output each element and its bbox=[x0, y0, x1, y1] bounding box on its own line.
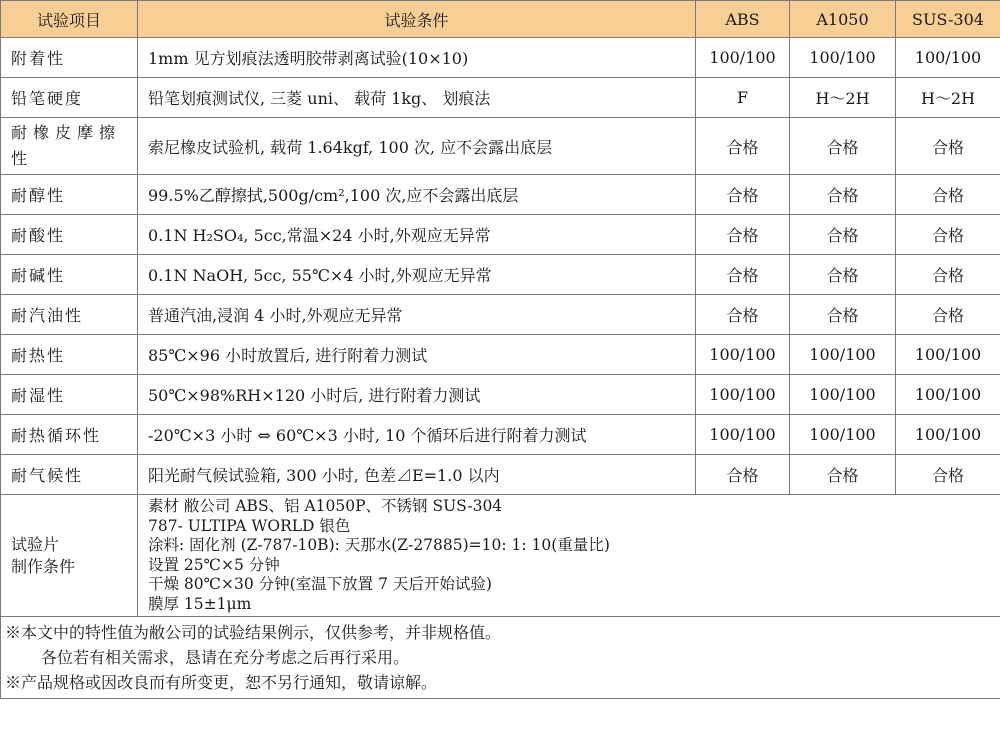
row-a1050-result: 100/100 bbox=[790, 415, 896, 455]
row-a1050-result: 合格 bbox=[790, 295, 896, 335]
row-a1050-result: 100/100 bbox=[790, 38, 896, 78]
row-a1050-result: 合格 bbox=[790, 255, 896, 295]
row-a1050-result: 合格 bbox=[790, 118, 896, 175]
table-row bbox=[1, 215, 1000, 255]
header-row bbox=[1, 1, 1000, 38]
row-sus-result: 合格 bbox=[896, 455, 1000, 495]
row-abs-result: 合格 bbox=[696, 175, 790, 215]
row-condition: 1mm 见方划痕法透明胶带剥离试验(10×10) bbox=[138, 38, 696, 78]
preparation-label-line: 试验片 bbox=[11, 534, 60, 554]
row-a1050-result: 合格 bbox=[790, 175, 896, 215]
row-sus-result: 合格 bbox=[896, 255, 1000, 295]
notes bbox=[1, 617, 1000, 699]
row-item: 耐橡皮摩擦性 bbox=[1, 118, 138, 175]
row-item: 耐醇性 bbox=[1, 175, 138, 215]
table-row bbox=[1, 455, 1000, 495]
row-abs-result: 合格 bbox=[696, 295, 790, 335]
table-row bbox=[1, 375, 1000, 415]
row-condition: 普通汽油,浸润 4 小时,外观应无异常 bbox=[138, 295, 696, 335]
table-row bbox=[1, 415, 1000, 455]
row-condition: 50℃×98%RH×120 小时后, 进行附着力测试 bbox=[138, 375, 696, 415]
row-item: 耐热性 bbox=[1, 335, 138, 375]
table-row bbox=[1, 118, 1000, 175]
header-a1050: A1050 bbox=[790, 1, 896, 38]
header-test-condition: 试验条件 bbox=[138, 1, 696, 38]
preparation-line: 设置 25℃×5 分钟 bbox=[148, 555, 280, 574]
row-condition: 0.1N H₂SO₄, 5cc,常温×24 小时,外观应无异常 bbox=[138, 215, 696, 255]
row-a1050-result: 100/100 bbox=[790, 335, 896, 375]
notes-row bbox=[1, 617, 1000, 699]
table-row bbox=[1, 78, 1000, 118]
row-sus-result: H～2H bbox=[896, 78, 1000, 118]
row-a1050-result: 100/100 bbox=[790, 375, 896, 415]
row-condition: 阳光耐气候试验箱, 300 小时, 色差⊿E=1.0 以内 bbox=[138, 455, 696, 495]
header-test-item: 试验项目 bbox=[1, 1, 138, 38]
preparation-line: 干燥 80℃×30 分钟(室温下放置 7 天后开始试验) bbox=[148, 575, 492, 593]
row-item: 附着性 bbox=[1, 38, 138, 78]
row-condition: 85℃×96 小时放置后, 进行附着力测试 bbox=[138, 335, 696, 375]
row-condition: 0.1N NaOH, 5cc, 55℃×4 小时,外观应无异常 bbox=[138, 255, 696, 295]
table-row bbox=[1, 175, 1000, 215]
row-abs-result: 合格 bbox=[696, 255, 790, 295]
row-sus-result: 100/100 bbox=[896, 335, 1000, 375]
row-condition: 铅笔划痕测试仪, 三菱 uni、 载荷 1kg、 划痕法 bbox=[138, 78, 696, 118]
row-item: 耐碱性 bbox=[1, 255, 138, 295]
table-row bbox=[1, 38, 1000, 78]
row-abs-result: 合格 bbox=[696, 118, 790, 175]
row-a1050-result: 合格 bbox=[790, 215, 896, 255]
note-line: ※产品规格或因改良而有所变更，恕不另行通知，敬请谅解。 bbox=[5, 673, 438, 692]
row-item: 耐酸性 bbox=[1, 215, 138, 255]
row-abs-result: 100/100 bbox=[696, 415, 790, 455]
row-abs-result: F bbox=[696, 78, 790, 118]
preparation-line: 素材 敝公司 ABS、铝 A1050P、不锈钢 SUS-304 bbox=[148, 497, 503, 515]
preparation-details bbox=[138, 495, 1000, 617]
row-condition: -20℃×3 小时 ⇔ 60℃×3 小时, 10 个循环后进行附着力测试 bbox=[138, 415, 696, 455]
row-sus-result: 100/100 bbox=[896, 38, 1000, 78]
row-condition: 99.5%乙醇擦拭,500g/cm²,100 次,应不会露出底层 bbox=[138, 175, 696, 215]
row-abs-result: 100/100 bbox=[696, 335, 790, 375]
preparation-line: 涂料: 固化剂 (Z-787-10B): 天那水(Z-27885)=10: 1: 10(重量比) bbox=[148, 536, 610, 554]
row-item: 铅笔硬度 bbox=[1, 78, 138, 118]
row-abs-result: 100/100 bbox=[696, 38, 790, 78]
row-sus-result: 合格 bbox=[896, 215, 1000, 255]
table-row bbox=[1, 295, 1000, 335]
row-condition: 索尼橡皮试验机, 载荷 1.64kgf, 100 次, 应不会露出底层 bbox=[138, 118, 696, 175]
row-sus-result: 合格 bbox=[896, 295, 1000, 335]
preparation-label-line: 制作条件 bbox=[11, 556, 76, 576]
row-item: 耐汽油性 bbox=[1, 295, 138, 335]
row-sus-result: 100/100 bbox=[896, 375, 1000, 415]
note-line: 各位若有相关需求，恳请在充分考虑之后再行采用。 bbox=[41, 648, 410, 667]
preparation-line: 787- ULTIPA WORLD 银色 bbox=[148, 516, 351, 535]
row-abs-result: 合格 bbox=[696, 455, 790, 495]
row-sus-result: 合格 bbox=[896, 118, 1000, 175]
table-row bbox=[1, 335, 1000, 375]
preparation-row bbox=[1, 495, 1000, 617]
row-item: 耐气候性 bbox=[1, 455, 138, 495]
row-sus-result: 100/100 bbox=[896, 415, 1000, 455]
header-sus304: SUS-304 bbox=[896, 1, 1000, 38]
header-abs: ABS bbox=[696, 1, 790, 38]
row-a1050-result: H～2H bbox=[790, 78, 896, 118]
row-a1050-result: 合格 bbox=[790, 455, 896, 495]
row-abs-result: 100/100 bbox=[696, 375, 790, 415]
row-item: 耐热循环性 bbox=[1, 415, 138, 455]
row-sus-result: 合格 bbox=[896, 175, 1000, 215]
row-abs-result: 合格 bbox=[696, 215, 790, 255]
table-row bbox=[1, 255, 1000, 295]
note-line: ※本文中的特性值为敝公司的试验结果例示，仅供参考，并非规格值。 bbox=[5, 623, 502, 642]
row-item: 耐湿性 bbox=[1, 375, 138, 415]
preparation-label bbox=[1, 495, 138, 617]
preparation-line: 膜厚 15±1μm bbox=[148, 594, 252, 613]
